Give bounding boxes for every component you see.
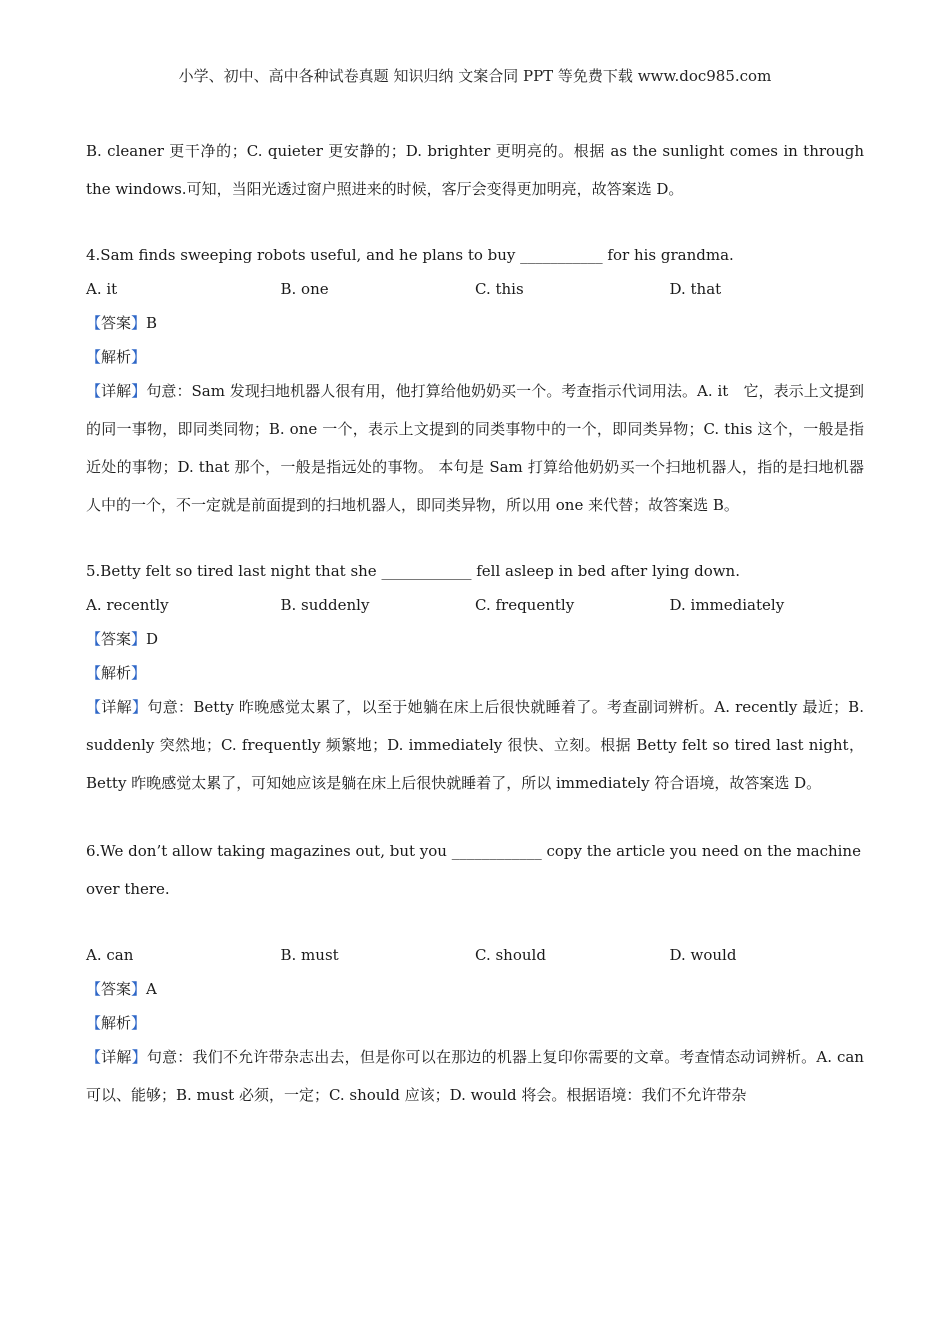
detail-label: 详解 (101, 698, 133, 716)
analysis-line: 【解析】 (86, 664, 147, 682)
analysis-line: 【解析】 (86, 348, 147, 366)
option-c: C. frequently (475, 596, 575, 614)
answer-label: 答案 (101, 314, 132, 332)
page-header: 小学、初中、高中各种试卷真题 知识归纳 文案合同 PPT 等免费下载 www.doc985.com (178, 67, 772, 85)
options-row (86, 588, 864, 622)
detail-label: 详解 (101, 382, 132, 400)
question-stem: 5.Betty felt so tired last night that she ____________ fell asleep in bed after lying down. (86, 562, 740, 580)
answer-value: B (146, 314, 158, 332)
detail-text: 句意：Betty 昨晚感觉太累了，以至于她躺在床上后很快就睡着了。考查副词辨析。A. recently 最近；B. suddenly 突然地；C. frequently 频繁地；D. immediately 很快、立刻。根据 Betty felt so tired last night，Betty 昨晚感觉太累了，可知她应该是躺在床上后很快就睡着了，所以 immediately 符合语境，故答案选 D。 (86, 698, 864, 792)
detail-text: 句意：我们不允许带杂志出去，但是你可以在那边的机器上复印你需要的文章。考查情态动词辨析。A. can 可以、能够；B. must 必须，一定；C. should 应该；D. would 将会。根据语境：我们不允许带杂 (86, 1048, 864, 1104)
option-d: D. immediately (669, 596, 785, 614)
analysis-line: 【解析】 (86, 1014, 147, 1032)
question-4 (86, 238, 864, 524)
answer-line: 【答案】D (86, 630, 159, 648)
answer-value: A (146, 980, 157, 998)
detail-label: 详解 (101, 1048, 132, 1066)
detail-paragraph: 【详解】句意：Sam 发现扫地机器人很有用，他打算给他奶奶买一个。考查指示代词用法。A. it 它，表示上文提到的同一事物，即同类同物；B. one 一个，表示上文提到的同类事物中的一个，即同类异物；C. this 这个，一般是指近处的事物；D. that 那个，一般是指远处的事物。 本句是 Sam 打算给他奶奶买一个扫地机器人，指的是扫地机器人中的一个，不一定就是前面提到的扫地机器人，即同类异物，所以用 one 来代替；故答案选 B。 (86, 382, 864, 514)
option-a: A. can (86, 946, 134, 964)
document-body (86, 132, 864, 1114)
answer-label: 答案 (101, 980, 132, 998)
option-c: C. should (475, 946, 546, 964)
detail-paragraph: 【详解】句意：我们不允许带杂志出去，但是你可以在那边的机器上复印你需要的文章。考查情态动词辨析。A. can 可以、能够；B. must 必须，一定；C. should 应该；D. would 将会。根据语境：我们不允许带杂 (86, 1048, 864, 1104)
answer-line: 【答案】A (86, 980, 157, 998)
option-b: B. suddenly (280, 596, 370, 614)
question-6 (86, 832, 864, 1114)
answer-label: 答案 (101, 630, 132, 648)
option-a: A. it (86, 280, 118, 298)
question-stem: 6.We don’t allow taking magazines out, but you ____________ copy the article you need on the machine over there. (86, 842, 861, 898)
option-d: D. that (669, 280, 722, 298)
detail-text: 句意：Sam 发现扫地机器人很有用，他打算给他奶奶买一个。考查指示代词用法。A. it 它，表示上文提到的同一事物，即同类同物；B. one 一个，表示上文提到的同类事物中的一个，即同类异物；C. this 这个，一般是指近处的事物；D. that 那个，一般是指远处的事物。 本句是 Sam 打算给他奶奶买一个扫地机器人，指的是扫地机器人中的一个，不一定就是前面提到的扫地机器人，即同类异物，所以用 one 来代替；故答案选 B。 (86, 382, 864, 514)
detail-paragraph: 【详解】句意：Betty 昨晚感觉太累了，以至于她躺在床上后很快就睡着了。考查副词辨析。A. recently 最近；B. suddenly 突然地；C. frequently 频繁地；D. immediately 很快、立刻。根据 Betty felt so tired last night，Betty 昨晚感觉太累了，可知她应该是躺在床上后很快就睡着了，所以 immediately 符合语境，故答案选 D。 (86, 698, 864, 792)
answer-value: D (146, 630, 159, 648)
options-row (86, 272, 864, 306)
option-c: C. this (475, 280, 524, 298)
analysis-label: 解析 (101, 348, 132, 366)
option-a: A. recently (86, 596, 169, 614)
answer-line: 【答案】B (86, 314, 158, 332)
option-b: B. one (280, 280, 329, 298)
option-d: D. would (669, 946, 737, 964)
options-row (86, 938, 864, 972)
analysis-label: 解析 (101, 1014, 132, 1032)
question-stem: 4.Sam finds sweeping robots useful, and he plans to buy ___________ for his grandma. (86, 246, 734, 264)
question-5 (86, 554, 864, 802)
analysis-label: 解析 (101, 664, 132, 682)
option-b: B. must (280, 946, 339, 964)
intro-paragraph: B. cleaner 更干净的；C. quieter 更安静的；D. brighter 更明亮的。根据 as the sunlight comes in through the windows.可知，当阳光透过窗户照进来的时候，客厅会变得更加明亮，故答案选 D。 (86, 142, 864, 198)
